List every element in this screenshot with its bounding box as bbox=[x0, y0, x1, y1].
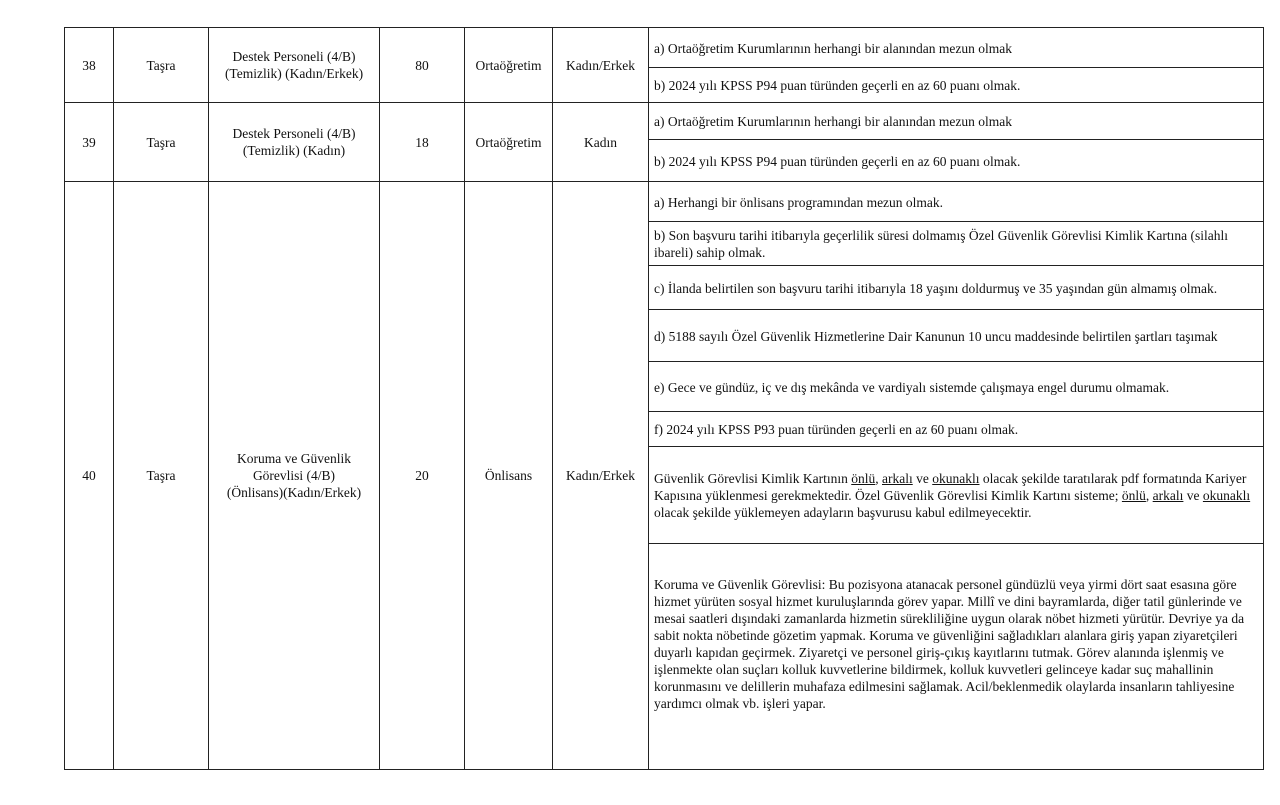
note-text: olacak şekilde yüklemeyen adayların başvurusu kabul edilmeyecektir. bbox=[654, 505, 1032, 520]
education-cell: Önlisans bbox=[465, 182, 553, 770]
note-underlined: okunaklı bbox=[932, 471, 980, 486]
requirement-item: b) Son başvuru tarihi itibarıyla geçerlilik süresi dolmamış Özel Güvenlik Görevlisi Kimlik Kartına (silahlı ibareli) sahip olmak. bbox=[649, 222, 1264, 266]
note-underlined: önlü bbox=[851, 471, 876, 486]
location-cell: Taşra bbox=[114, 103, 209, 182]
count-cell: 80 bbox=[380, 28, 465, 103]
location-cell: Taşra bbox=[114, 28, 209, 103]
note-underlined: arkalı bbox=[882, 471, 913, 486]
requirement-item: a) Herhangi bir önlisans programından mezun olmak. bbox=[649, 182, 1264, 222]
note-text: , bbox=[1145, 488, 1153, 503]
gender-cell: Kadın/Erkek bbox=[553, 182, 649, 770]
requirement-item: b) 2024 yılı KPSS P94 puan türünden geçerli en az 60 puanı olmak. bbox=[649, 140, 1264, 182]
position-cell bbox=[209, 28, 380, 103]
position-line: Koruma ve Güvenlik bbox=[237, 451, 351, 466]
education-cell: Ortaöğretim bbox=[465, 103, 553, 182]
note-underlined: arkalı bbox=[1152, 488, 1184, 503]
note-text: ve bbox=[912, 471, 933, 486]
position-line: Destek Personeli (4/B) bbox=[232, 126, 356, 141]
requirement-item: d) 5188 sayılı Özel Güvenlik Hizmetlerine Dair Kanunun 10 uncu maddesinde belirtilen şartları taşımak bbox=[649, 310, 1264, 362]
requirement-item: a) Ortaöğretim Kurumlarının herhangi bir alanından mezun olmak bbox=[649, 103, 1264, 140]
note-text: , bbox=[875, 471, 882, 486]
table-row-40 bbox=[65, 182, 1264, 222]
job-requirements-table bbox=[64, 27, 1264, 770]
requirement-item: e) Gece ve gündüz, iç ve dış mekânda ve vardiyalı sistemde çalışmaya engel durumu olmamak. bbox=[649, 362, 1264, 412]
count-cell: 20 bbox=[380, 182, 465, 770]
id-card-upload-note bbox=[649, 447, 1264, 544]
requirement-item: f) 2024 yılı KPSS P93 puan türünden geçerli en az 60 puanı olmak. bbox=[649, 412, 1264, 447]
requirement-item: a) Ortaöğretim Kurumlarının herhangi bir alanından mezun olmak bbox=[649, 28, 1264, 68]
position-line: (Temizlik) (Kadın) bbox=[242, 143, 346, 158]
note-underlined: okunaklı bbox=[1202, 488, 1251, 503]
note-underlined: önlü bbox=[1121, 488, 1146, 503]
count-cell: 18 bbox=[380, 103, 465, 182]
gender-cell: Kadın bbox=[553, 103, 649, 182]
row-number: 40 bbox=[65, 182, 114, 770]
position-line: (Önlisans)(Kadın/Erkek) bbox=[226, 485, 362, 500]
gender-cell: Kadın/Erkek bbox=[553, 28, 649, 103]
position-line: (Temizlik) (Kadın/Erkek) bbox=[224, 66, 364, 81]
note-text: Güvenlik Görevlisi Kimlik Kartının bbox=[654, 471, 852, 486]
requirement-item: c) İlanda belirtilen son başvuru tarihi itibarıyla 18 yaşını doldurmuş ve 35 yaşından gün almamış olmak. bbox=[649, 266, 1264, 310]
position-line: Görevlisi (4/B) bbox=[252, 468, 336, 483]
location-cell: Taşra bbox=[114, 182, 209, 770]
job-description: Koruma ve Güvenlik Görevlisi: Bu pozisyona atanacak personel gündüzlü veya yirmi dört saat esasına göre hizmet yürüten sosyal hizmet kuruluşlarında görev yapar. Millî ve dini bayramlarda, diğer tatil günlerinde ve mesai saatleri dışındaki zamanlarda hizmetin sürekliliğine uygun olarak nöbet hizmeti yürütür. Devriye ya da sabit nokta nöbetinde gözetim yapmak. Koruma ve güvenliğini sağladıkları alanlara giriş yapan ziyaretçileri duyarlı kapıdan geçirmek. Ziyaretçi ve personel giriş-çıkış kayıtlarını tutmak. Görev alanında işlenmiş ve işlenmekte olan suçları kolluk kuvvetlerine bildirmek, kolluk kuvvetleri gelinceye kadar suç mahallinin korunmasını ve delillerin muhafaza edilmesini sağlamak. Acil/beklenmedik olaylarda insanların tahliyesine yardımcı olmak vb. işleri yapar. bbox=[649, 544, 1264, 770]
position-cell bbox=[209, 103, 380, 182]
table-row-38 bbox=[65, 28, 1264, 68]
table-row-39 bbox=[65, 103, 1264, 140]
position-cell bbox=[209, 182, 380, 770]
note-text: olacak şekilde taratılarak pdf formatında Kariyer Kapısına yüklenmesi gerekmektedir. Özel Güvenlik Görevlisi Kimlik Kartını sisteme; bbox=[654, 471, 1247, 503]
position-line: Destek Personeli (4/B) bbox=[232, 49, 356, 64]
education-cell: Ortaöğretim bbox=[465, 28, 553, 103]
row-number: 38 bbox=[65, 28, 114, 103]
note-text: ve bbox=[1183, 488, 1203, 503]
row-number: 39 bbox=[65, 103, 114, 182]
requirement-item: b) 2024 yılı KPSS P94 puan türünden geçerli en az 60 puanı olmak. bbox=[649, 68, 1264, 103]
